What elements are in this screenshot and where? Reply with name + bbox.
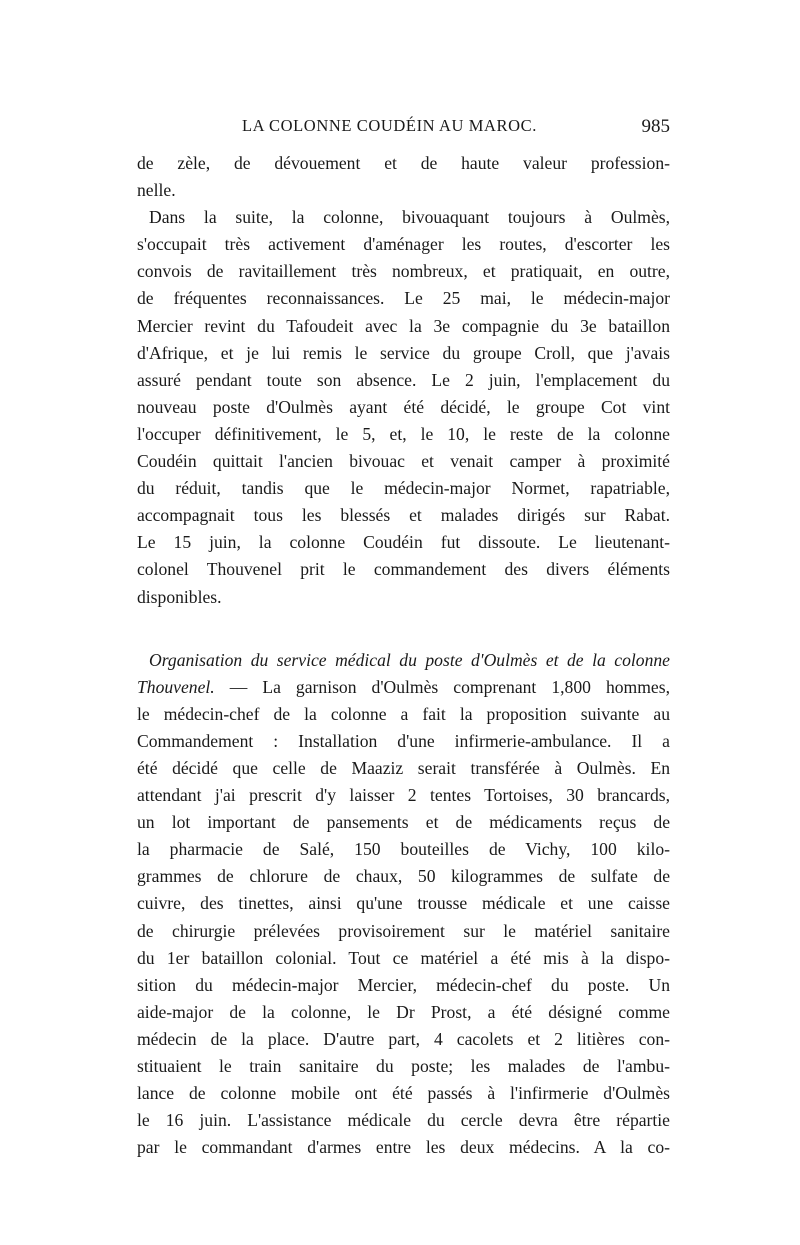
text-line: cuivre, des tinettes, ainsi qu'une trousse médicale et une caisse	[137, 893, 670, 914]
text-line: sition du médecin-major Mercier, médecin-chef du poste. Un	[137, 974, 670, 995]
text-line: d'Afrique, et je lui remis le service du groupe Croll, que j'avais	[137, 342, 670, 363]
text-line: Mercier revint du Tafoudeit avec la 3e compagnie du 3e bataillon	[137, 315, 670, 336]
text-line: un lot important de pansements et de médicaments reçus de	[137, 812, 670, 833]
text-line: assuré pendant toute son absence. Le 2 juin, l'emplacement du	[137, 369, 670, 390]
section-heading-end: Thouvenel.	[137, 676, 215, 697]
text-line: aide-major de la colonne, le Dr Prost, a été désigné comme	[137, 1001, 670, 1022]
text-line: été décidé que celle de Maaziz serait transférée à Oulmès. En	[137, 757, 670, 778]
section-organisation	[137, 647, 670, 1162]
section-heading-continuation	[137, 674, 670, 701]
text-line: de chirurgie prélevées provisoirement sur le matériel sanitaire	[137, 920, 670, 941]
text-line: convois de ravitaillement très nombreux, et pratiquait, en outre,	[137, 261, 670, 282]
section-heading: Organisation du service médical du poste d'Oulmès et de la colonne	[149, 649, 670, 670]
section-first-sentence: — La garnison d'Oulmès comprenant 1,800 hommes,	[214, 676, 670, 697]
text-line: Coudéin quittait l'ancien bivouac et venait camper à proximité	[137, 451, 670, 472]
text-line: du 1er bataillon colonial. Tout ce matériel a été mis à la dispo-	[137, 947, 670, 968]
text-line: nelle.	[137, 180, 176, 201]
page-number: 985	[641, 116, 670, 137]
text-line: par le commandant d'armes entre les deux médecins. A la co-	[137, 1137, 670, 1158]
text-line: Dans la suite, la colonne, bivouaquant toujours à Oulmès,	[149, 207, 670, 228]
text-line: du réduit, tandis que le médecin-major Normet, rapatriable,	[137, 478, 670, 499]
text-line: de fréquentes reconnaissances. Le 25 mai, le médecin-major	[137, 288, 670, 309]
text-line: Le 15 juin, la colonne Coudéin fut dissoute. Le lieutenant-	[137, 532, 670, 553]
text-line: lance de colonne mobile ont été passés à l'infirmerie d'Oulmès	[137, 1083, 670, 1104]
text-line: attendant j'ai prescrit d'y laisser 2 tentes Tortoises, 30 brancards,	[137, 785, 670, 806]
section-gap	[137, 611, 670, 647]
text-line: de zèle, de dévouement et de haute valeur profession-	[137, 153, 670, 173]
body-text	[137, 150, 670, 1161]
text-line: le 16 juin. L'assistance médicale du cercle devra être répartie	[137, 1110, 670, 1131]
text-line: stituaient le train sanitaire du poste; les malades de l'ambu-	[137, 1056, 670, 1076]
paragraph-1	[137, 150, 670, 204]
text-line: s'occupait très activement d'aménager les routes, d'escorter les	[137, 234, 670, 255]
text-line: médecin de la place. D'autre part, 4 cacolets et 2 litières con-	[137, 1028, 670, 1049]
text-line: le médecin-chef de la colonne a fait la proposition suivante au	[137, 703, 670, 724]
text-line: accompagnait tous les blessés et malades dirigés sur Rabat.	[137, 505, 670, 526]
text-line: Commandement : Installation d'une infirmerie-ambulance. Il a	[137, 730, 670, 751]
text-line: la pharmacie de Salé, 150 bouteilles de Vichy, 100 kilo-	[137, 839, 670, 860]
page-header	[137, 112, 670, 142]
text-line: grammes de chlorure de chaux, 50 kilogrammes de sulfate de	[137, 866, 670, 887]
text-line: disponibles.	[137, 586, 222, 607]
text-line: l'occuper définitivement, le 5, et, le 10, le reste de la colonne	[137, 423, 670, 444]
paragraph-2	[137, 204, 670, 610]
text-line: nouveau poste d'Oulmès ayant été décidé, le groupe Cot vint	[137, 396, 670, 417]
running-title: LA COLONNE COUDÉIN AU MAROC.	[242, 116, 538, 135]
text-line: colonel Thouvenel prit le commandement des divers éléments	[137, 559, 670, 580]
